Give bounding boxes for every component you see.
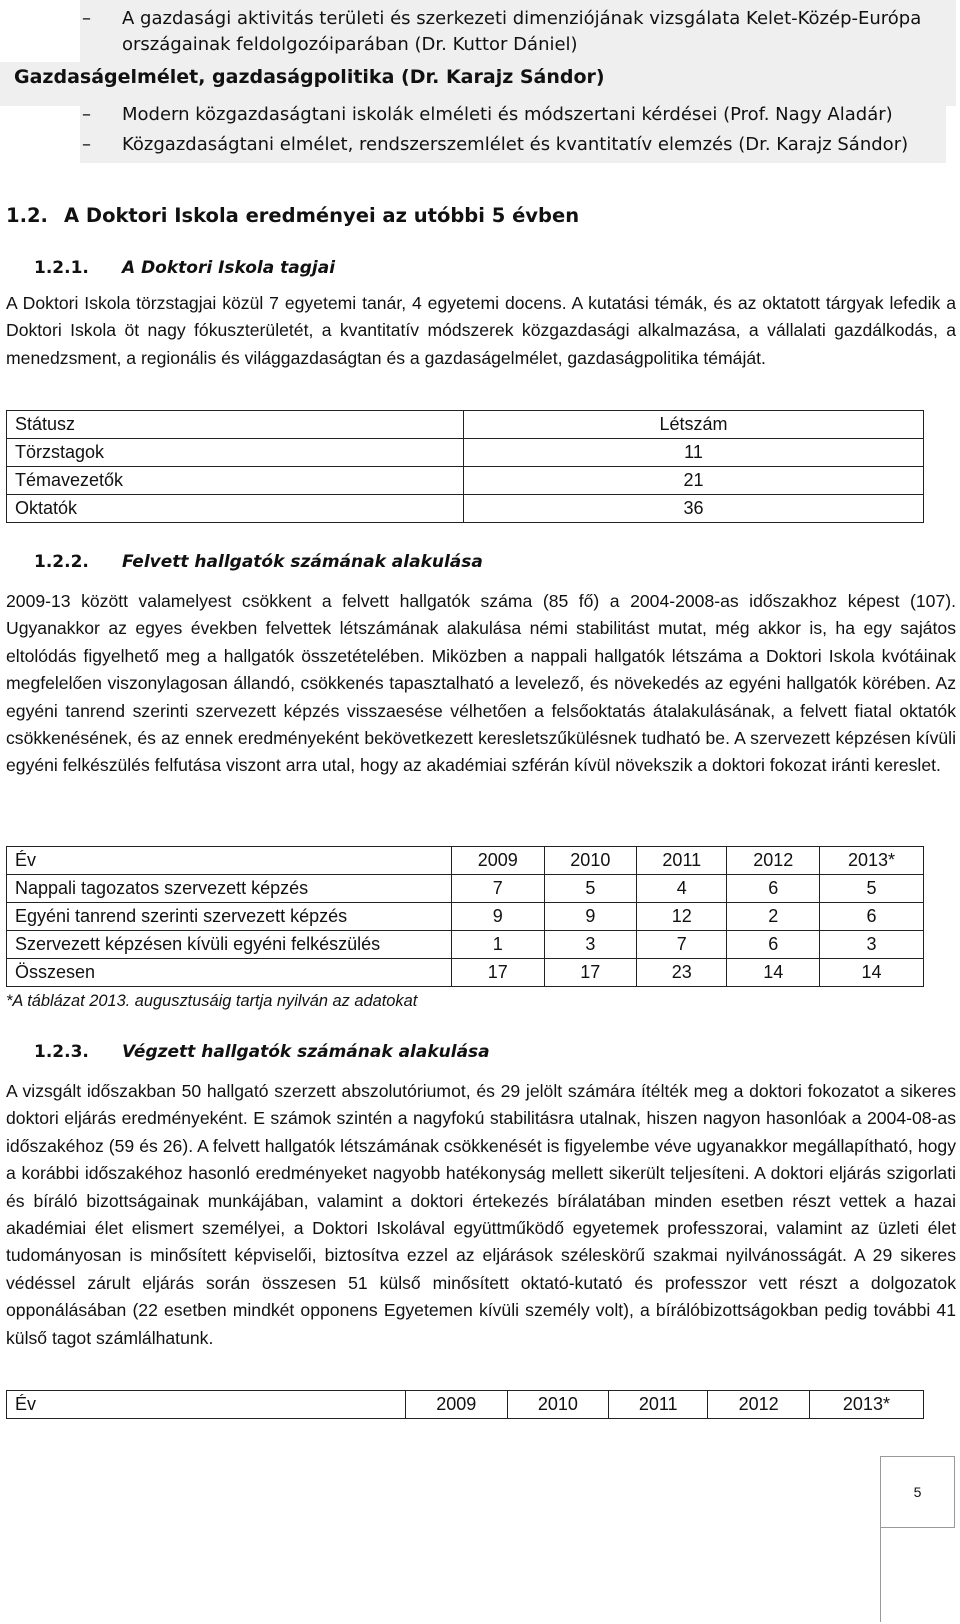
table-cell: Törzstagok [7, 439, 464, 467]
table-header-row [7, 847, 924, 875]
table-header-row [7, 411, 924, 439]
bullet-text: Modern közgazdaságtani iskolák elméleti és módszertani kérdései (Prof. Nagy Aladár) [122, 104, 893, 125]
table-cell: 9 [452, 903, 545, 931]
table-row [7, 467, 924, 495]
page-number-box [880, 1456, 955, 1528]
table-cell: 6 [727, 875, 820, 903]
dash-bullet: – [82, 8, 91, 29]
subsection-title: A Doktori Iskola tagjai [122, 258, 336, 278]
dash-bullet: – [82, 134, 91, 155]
table-cell: Egyéni tanrend szerinti szervezett képzés [7, 903, 452, 931]
section-number: 1.2. [6, 204, 48, 227]
table-cell: 17 [544, 959, 637, 987]
table-cell: 36 [464, 495, 924, 523]
bullet-item [82, 132, 942, 158]
table-cell: 7 [452, 875, 545, 903]
paragraph: 2009-13 között valamelyest csökkent a felvett hallgatók száma (85 fő) a 2004-2008-as időszakhoz képest (107). Ugyanakkor az egyes években felvettek létszámának alakulása némi stabilitást mutat, még akkor is, ha egy sajátos eltolódás figyelhető meg a hallgatók összetételében. Miközben a nappali hallgatók létszáma a Doktori Iskola kvótáinak megfelelően viszonylagosan állandó, csökkenés tapasztalható a levelező, és növekedés az egyéni hallgatók körében. Az egyéni tanrend szerinti szervezett képzés visszaesése vélhetően a felsőoktatás átalakulásának, a felvett fiatal oktatók csökkenésének, és az ennek eredményeként bekövetkezett keresletszűkülésnek tudható be. A szervezett képzésen kívüli egyéni felkészülés felfutása viszont arra utal, hogy az akadémiai szférán kívül növekszik a doktori fokozat iránti kereslet. [6, 591, 956, 776]
header-cell: 2011 [609, 1391, 708, 1419]
paragraph: A Doktori Iskola törzstagjai közül 7 egyetemi tanár, 4 egyetemi docens. A kutatási témák, és az oktatott tárgyak lefedik a Doktori Iskola öt nagy fókuszterületét, a kvantitatív módszerek közgazdasági alkalmazása, a vállalati gazdálkodás, a menedzsment, a regionális és világgazdaságtan és a gazdaságelmélet, gazdaságpolitika témáját. [6, 293, 956, 368]
table-cell: 14 [820, 959, 924, 987]
table-cell: 5 [820, 875, 924, 903]
bullet-item [82, 102, 942, 128]
header-cell: 2010 [507, 1391, 609, 1419]
header-cell: 2011 [637, 847, 727, 875]
table-header-row [7, 1391, 924, 1419]
admissions-table [6, 846, 924, 987]
subsection-number: 1.2.1. [34, 258, 89, 278]
table-cell: 23 [637, 959, 727, 987]
table-cell: 6 [727, 931, 820, 959]
header-cell: Év [7, 847, 452, 875]
table-cell: 1 [452, 931, 545, 959]
table-cell: 3 [820, 931, 924, 959]
header-cell: 2010 [544, 847, 637, 875]
table-cell: Összesen [7, 959, 452, 987]
paragraph: A vizsgált időszakban 50 hallgató szerzett abszolutóriumot, és 29 jelölt számára ítélték meg a doktori fokozatot a sikeres doktori eljárás eredményeként. E számok szintén a nagyfokú stabilitásra utalnak, hiszen nagyon hasonlóak a 2004-08-as időszakéhoz (59 és 26). A felvett hallgatók létszámának csökkenését is figyelembe véve ugyanakkor megállapítható, hogy a korábbi időszakéhoz hasonló eredményeket nagyobb hatékonyság mellett sikerült teljesíteni. A doktori eljárás szigorlati és bíráló bizottságainak munkájában, valamint a doktori értekezés bírálatában minden esetben részt vettek a hazai akadémiai élet elismert személyei, a Doktori Iskolával együttműködő egyetemek professzorai, valamint az üzleti élet tudományosan is minősített képviselői, biztosítva ezzel az eljárások széleskörű szakmai nyilvánosságát. A 29 sikeres védéssel zárult eljárás során összesen 51 külső minősített oktató-kutató és professzor vett részt a dolgozatok opponálásában (22 esetben mindkét opponens Egyetemen kívüli személy volt), a bírálóbizottságokban pedig további 41 külső tagot számlálhatunk. [6, 1081, 956, 1348]
table-cell: 14 [727, 959, 820, 987]
header-cell: Év [7, 1391, 406, 1419]
table-cell: 11 [464, 439, 924, 467]
table-cell: 3 [544, 931, 637, 959]
table-cell: Témavezetők [7, 467, 464, 495]
header-cell: Státusz [7, 411, 464, 439]
graduates-table [6, 1390, 924, 1419]
table-row [7, 495, 924, 523]
bullet-text: Közgazdaságtani elmélet, rendszerszemlélet és kvantitatív elemzés (Dr. Karajz Sándor) [122, 134, 909, 155]
table-cell: 12 [637, 903, 727, 931]
header-cell: 2013* [820, 847, 924, 875]
table-cell: 7 [637, 931, 727, 959]
table-cell: Szervezett képzésen kívüli egyéni felkészülés [7, 931, 452, 959]
header-cell: Létszám [464, 411, 924, 439]
table-row [7, 439, 924, 467]
subsection-title: Felvett hallgatók számának alakulása [122, 552, 483, 572]
focus-area-title: Gazdaságelmélet, gazdaságpolitika (Dr. Karajz Sándor) [14, 66, 605, 88]
header-cell: 2009 [452, 847, 545, 875]
table-row [7, 959, 924, 987]
table-cell: 17 [452, 959, 545, 987]
table-cell: 21 [464, 467, 924, 495]
header-cell: 2009 [406, 1391, 508, 1419]
section-title: A Doktori Iskola eredményei az utóbbi 5 évben [64, 204, 580, 227]
table-row [7, 875, 924, 903]
table-cell: Oktatók [7, 495, 464, 523]
page-number-rule [880, 1526, 881, 1622]
table-row [7, 903, 924, 931]
table-cell: 6 [820, 903, 924, 931]
dash-bullet: – [82, 104, 91, 125]
subsection-number: 1.2.2. [34, 552, 89, 572]
table-cell: 9 [544, 903, 637, 931]
header-cell: 2013* [809, 1391, 923, 1419]
table-cell: 5 [544, 875, 637, 903]
staff-table [6, 410, 924, 523]
bullet-text: A gazdasági aktivitás területi és szerkezeti dimenziójának vizsgálata Kelet-Közép-Európa országainak feldolgozóiparában (Dr. Kuttor Dániel) [122, 8, 922, 55]
header-cell: 2012 [727, 847, 820, 875]
table-cell: Nappali tagozatos szervezett képzés [7, 875, 452, 903]
subsection-title: Végzett hallgatók számának alakulása [122, 1042, 490, 1062]
table-cell: 2 [727, 903, 820, 931]
table-footnote: *A táblázat 2013. augusztusáig tartja nyilván az adatokat [6, 992, 418, 1010]
bullet-item [82, 6, 942, 58]
header-cell: 2012 [708, 1391, 810, 1419]
page-number: 5 [913, 1484, 922, 1500]
table-cell: 4 [637, 875, 727, 903]
table-row [7, 931, 924, 959]
subsection-number: 1.2.3. [34, 1042, 89, 1062]
